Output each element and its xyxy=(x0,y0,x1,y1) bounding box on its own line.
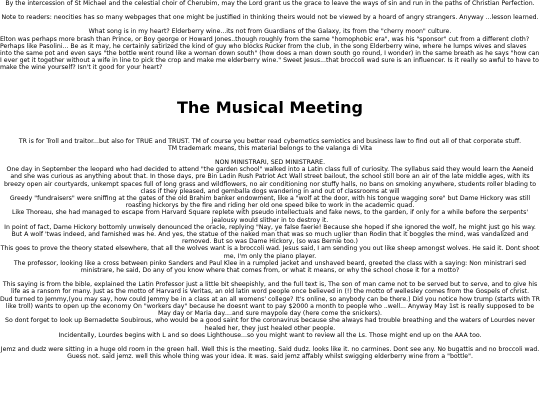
story-paragraph: One day in September the leopard who had decided to attend "the garden school" walked into a Latin class full of curiosity. The syllabus said they would learn the Aeneid and she was curious as anything about that. In those days, pre Bin Ladin Rush Patriot Act Wall street bailout, the school still bore an air of the late middle ages, with its breezy open air courtyards, unkempt spaces full of long grass and wildflowers, no air conditioning nor stuffy halls, no bans on smoking anywhere, students roller blading to class if they pleased, and gemballa dogs wandering in and out of classrooms at will xyxy=(3,166,537,195)
blessing-text: By the intercession of St Michael and the celestial choir of Cherubim, may the Lord grant us the grace to leave the ways of sin and run in the paths of Christian Perfection. xyxy=(5,0,535,7)
story-paragraph: Greedy "fundraisers" were sniffing at the gates of the old Brahim banker endowment, like a "wolf at the door, with his tongue wagging sore" but Dame Hickory was still roasting hickorys by the fire and riding her old one speed bike to work in the academic quad. xyxy=(9,195,531,210)
story-paragraph: Like Thoreau, she had managed to escape from Harvard Square replete with pseudo intellectuals and fake news, to the garden, if only for a while before the serpents' jealousy would slither in to destroy it. xyxy=(11,209,529,224)
tr-note: TR is for Troll and traitor...but also for TRUE and TRUST. TM of course you better read cybernetics semiotics and business law to find out all of that corporate stuff. xyxy=(18,137,522,145)
story-paragraph: This saying is from the bible, explained the Latin Professor just a little bit sheepishly, and the full text is, The son of man came not to be served but to serve, and to give his life as a ransom for many. Just as the motto of Harvard is Veritas, an old latin word people once believed in (!) the motto of wellesley comes from the Gospels of christ. xyxy=(2,281,538,296)
intro-text: What song is in my heart? Elderberry wine...its not from Guardians of the Galaxy, its from the "cherry moon" culture. xyxy=(88,28,452,36)
story-paragraph: The professor, looking like a cross between pinko Sanders and Paul Klee in a rumpled jacket and unshaved beard, greeted the class with a saying: Non ministrari sed ministrare, he said, Do any of you know where that comes from, or what it means, or why the school chose it for a motto? xyxy=(13,259,527,275)
note-to-readers: Note to readers: neocities has so many webpages that one might be justified in thinking theirs would not be viewed by a hoard of angry strangers. Anyway ...lesson learned. xyxy=(1,14,539,22)
story-paragraph: So dont forget to look up Bernadette Soubirous, who would be a good saint for the coronavirus because she always had trouble breathing and the waters of Lourdes never healed her, they just healed other people. xyxy=(5,317,535,332)
elton-paragraph: Elton was perhaps more brash than Prince, or Boy george or Howard Jones..though roughly from the same "homophobic era", was his "sponsor" cut from a different cloth? Perhaps like Pasolini... Be as it may, he certainly satirized the kind of guy who blocks Rucker from the club, in the song Elderberry wine, where he lumps wives and slaves into the same pot and even says "the bottle went round like a woman down south" (how does a man down south go round, I wonder) in the same breath as he says "how can I ever get it together without a wife in line to pick the crop and make me elderberry wine." Sweet Jesus...that broccoli wad sure is an influencer. Is it really so awful to have to make the wine yourself? Isn't it good for your heart? xyxy=(0,35,540,72)
page-title: The Musical Meeting xyxy=(177,97,363,117)
story-paragraph: Incidentally, Lourdes begins with L and so does Lighthouse...so you might want to review all the Ls. Those might end up on the AAA too. xyxy=(58,331,482,339)
story-paragraph: This goes to prove the theory stated elsewhere, that all the wolves want is a broccoli wad. Jesus said, I am sending you out like sheep amongst wolves. He said it. Dont shoot me, I'm only the piano player. xyxy=(0,245,540,260)
motto: NON MINISTRARI, SED MINISTRARE. xyxy=(214,159,326,167)
story-paragraph: Dud turned to Jemmy,(you may say, how could Jemmy be in a class at an all womens' college? It's online, so anybody can be there.) Did you notice how trump (starts with TR like troll) wants to open up the economy On "workers day" because he doesnt want to pay $2000 a month to people who ..well... Anyway May 1st is really supposed to be May day or Maria day....and sure maypole day (here come the snickers). xyxy=(0,295,540,318)
story-paragraph: Jemz and dudz were sitting in a huge old room in the green hall. Well this is the meeting. Said dudz. looks like it. no carmines. Dont see any. No bugattis and no broccoli wad. Guess not. said jemz. well this whole thing was your idea. It was. said jemz affably whilst swigging elderberry wine from a "bottle". xyxy=(0,345,540,361)
story-paragraph: In point of fact, Dame Hickory bottomly unwisely denounced the oracle, replying "Nay, ye false faerie! Because she hoped if she ignored the wolf, he might just go his way. But A wolf 'twas indeed, and famished was he. And yes, the statue of the naked man that was so much uglier than Rodin that it boggles the mind, was vandalized and removed. But so was Dame Hickory, (so was Bernie too.) xyxy=(4,223,536,246)
tm-note: TM trademark means, this material belongs to the valanga di Vita xyxy=(167,144,373,152)
